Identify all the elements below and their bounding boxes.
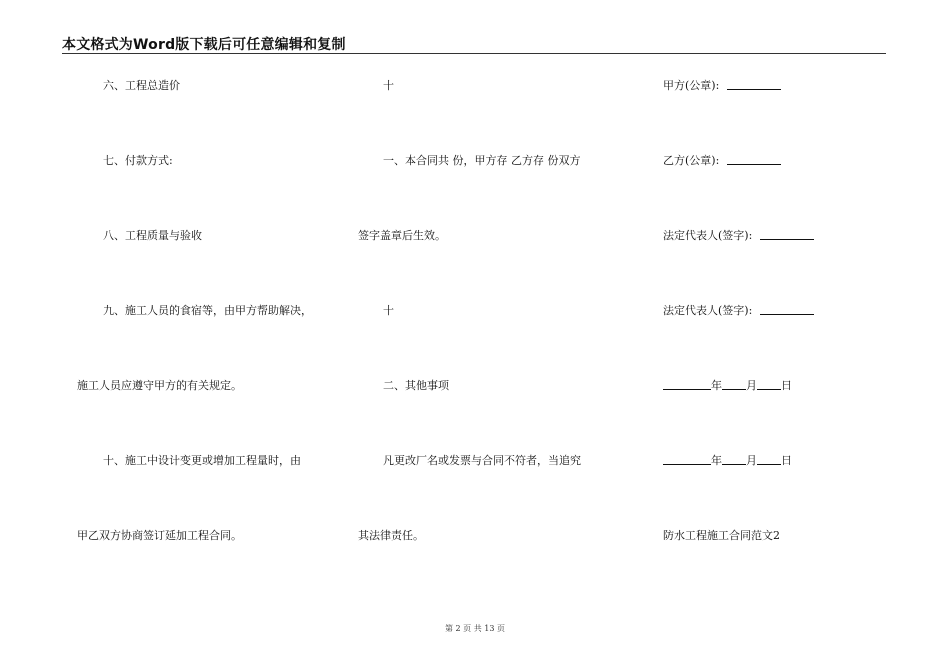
next-document-title: 防水工程施工合同范文2 <box>663 529 780 542</box>
clause-12-number: 十 <box>383 304 394 317</box>
party-a-seal-label: 甲方(公章): <box>663 79 720 92</box>
date-2-day-label: 日 <box>781 454 792 467</box>
legal-rep-1-blank <box>760 229 814 240</box>
legal-rep-1-line <box>663 229 814 243</box>
date-1-month-label: 月 <box>746 379 757 392</box>
clause-12-continued: 其法律责任。 <box>358 529 424 542</box>
party-b-seal-line <box>663 154 781 168</box>
legal-rep-2-line <box>663 304 814 318</box>
date-1-day-blank <box>757 379 781 390</box>
date-1-year-blank <box>663 379 711 390</box>
date-2-year-label: 年 <box>711 454 722 467</box>
legal-rep-1-label: 法定代表人(签字): <box>663 229 753 242</box>
date-1-month-blank <box>722 379 746 390</box>
clause-10-continued: 甲乙双方协商签订延加工程合同。 <box>77 529 242 542</box>
date-2-month-blank <box>722 454 746 465</box>
date-1-day-label: 日 <box>781 379 792 392</box>
header-rule <box>62 53 886 54</box>
clause-9-continued: 施工人员应遵守甲方的有关规定。 <box>77 379 242 392</box>
party-b-seal-label: 乙方(公章): <box>663 154 720 167</box>
legal-rep-2-blank <box>760 304 814 315</box>
date-line-1 <box>663 379 792 393</box>
clause-9-lodging: 九、施工人员的食宿等，由甲方帮助解决， <box>103 304 312 317</box>
legal-rep-2-label: 法定代表人(签字): <box>663 304 753 317</box>
page-header-title: 本文格式为Word版下载后可任意编辑和复制 <box>62 37 346 53</box>
date-line-2 <box>663 454 792 468</box>
date-2-year-blank <box>663 454 711 465</box>
page-number-footer: 第 2 页 共 13 页 <box>445 624 505 633</box>
date-1-year-label: 年 <box>711 379 722 392</box>
date-2-month-label: 月 <box>746 454 757 467</box>
clause-6-total-price: 六、工程总造价 <box>103 79 180 92</box>
clause-7-payment: 七、付款方式: <box>103 154 173 167</box>
clause-8-quality: 八、工程质量与验收 <box>103 229 202 242</box>
party-a-seal-blank <box>727 79 781 90</box>
clause-11-copies: 一、本合同共 份，甲方存 乙方存 份双方 <box>383 154 581 167</box>
clause-11-number: 十 <box>383 79 394 92</box>
clause-10-changes: 十、施工中设计变更或增加工程量时，由 <box>103 454 301 467</box>
party-a-seal-line <box>663 79 781 93</box>
date-2-day-blank <box>757 454 781 465</box>
clause-12-liability: 凡更改厂名或发票与合同不符者，当追究 <box>383 454 581 467</box>
party-b-seal-blank <box>727 154 781 165</box>
clause-11-continued: 签字盖章后生效。 <box>358 229 446 242</box>
clause-12-other-matters: 二、其他事项 <box>383 379 449 392</box>
